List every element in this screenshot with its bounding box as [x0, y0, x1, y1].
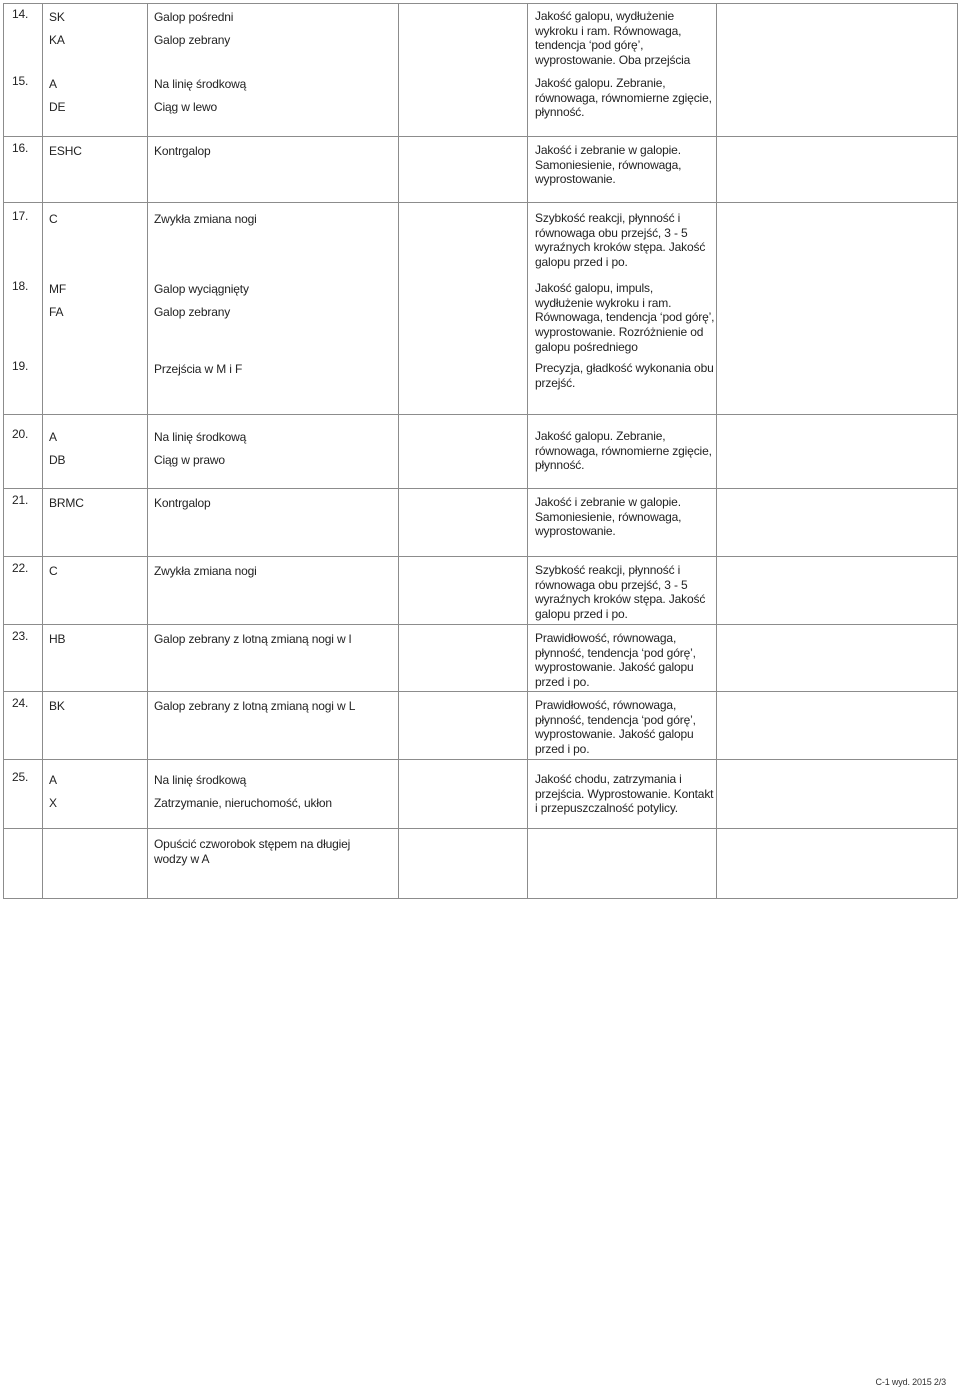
arena-letters: A	[49, 77, 57, 91]
arena-letters: BRMC	[49, 496, 84, 510]
movement-description: Przejścia w M i F	[154, 362, 243, 376]
judging-criteria-line: Prawidłowość, równowaga,	[535, 631, 677, 645]
exercise-number: 16.	[12, 141, 29, 155]
exercise-number: 15.	[12, 74, 29, 88]
arena-letters: A	[49, 430, 57, 444]
judging-criteria-line: galopu przed i po.	[535, 255, 628, 270]
judging-criteria-line: Precyzja, gładkość wykonania obu	[535, 361, 714, 375]
judging-criteria-line: wykroku i ram. Równowaga,	[535, 23, 682, 38]
judging-criteria-line: i przepuszczalność potylicy.	[535, 801, 678, 816]
exercise-number: 20.	[12, 427, 29, 441]
movement-description: Na linię środkową	[154, 77, 247, 91]
arena-letters: FA	[49, 305, 64, 319]
judging-criteria-line: płynność, tendencja ‘pod górę’,	[535, 645, 696, 660]
arena-letters: HB	[49, 632, 66, 646]
exercise-number: 17.	[12, 209, 29, 223]
judging-criteria-line: równowaga obu przejść, 3 - 5	[535, 225, 688, 240]
exercise-number: 18.	[12, 279, 29, 293]
judging-criteria-line: tendencja ‘pod górę’,	[535, 38, 644, 53]
movement-description: Galop wyciągnięty	[154, 282, 249, 296]
movement-description: Ciąg w prawo	[154, 453, 225, 467]
arena-letters: MF	[49, 282, 67, 296]
judging-criteria-line: Jakość i zebranie w galopie.	[535, 495, 681, 509]
exercise-number: 23.	[12, 629, 29, 643]
judging-criteria-line: wyprostowanie. Jakość galopu	[535, 660, 694, 675]
judging-criteria-line: przed i po.	[535, 742, 590, 757]
judging-criteria-line: równowaga, równomierne zgięcie,	[535, 443, 712, 458]
arena-letters: SK	[49, 10, 65, 24]
arena-letters: DB	[49, 453, 66, 467]
judging-criteria-line: przejść.	[535, 375, 576, 390]
judging-criteria-line: wyprostowanie. Rozróżnienie od	[535, 325, 704, 340]
exercise-number: 24.	[12, 696, 29, 710]
movement-description: Zwykła zmiana nogi	[154, 212, 257, 226]
exercise-number: 25.	[12, 770, 29, 784]
arena-letters: DE	[49, 100, 66, 114]
arena-letters: A	[49, 773, 57, 787]
judging-criteria-line: Jakość galopu, impuls,	[535, 281, 654, 295]
movement-description: Galop zebrany	[154, 305, 231, 319]
judging-criteria-line: płynność, tendencja ‘pod górę’,	[535, 712, 696, 727]
arena-letters: ESHC	[49, 144, 82, 158]
movement-description: Kontrgalop	[154, 144, 211, 158]
arena-letters: BK	[49, 699, 65, 713]
judging-criteria-line: równowaga, równomierne zgięcie,	[535, 90, 712, 105]
judging-criteria-line: płynność.	[535, 458, 585, 473]
judging-criteria-line: Jakość galopu. Zebranie,	[535, 429, 666, 443]
arena-letters: X	[49, 796, 57, 810]
judging-criteria-line: Jakość chodu, zatrzymania i	[535, 772, 682, 786]
exercise-number: 14.	[12, 7, 29, 21]
judging-criteria-line: galopu pośredniego	[535, 339, 638, 354]
judging-criteria-line: przejścia. Wyprostowanie. Kontakt	[535, 786, 714, 801]
movement-description: Na linię środkową	[154, 773, 247, 787]
movement-description: Galop zebrany z lotną zmianą nogi w L	[154, 699, 356, 713]
movement-description: Zwykła zmiana nogi	[154, 564, 257, 578]
exercise-number: 21.	[12, 493, 29, 507]
movement-description: Zatrzymanie, nieruchomość, ukłon	[154, 796, 332, 810]
judging-criteria-line: płynność.	[535, 105, 585, 120]
final-instruction: Opuścić czworobok stępem na długiej wodzy w A	[154, 837, 351, 866]
arena-letters: C	[49, 212, 58, 226]
judging-criteria-line: Równowaga, tendencja ‘pod górę’,	[535, 310, 715, 325]
judging-criteria-line: równowaga obu przejść, 3 - 5	[535, 577, 688, 592]
judging-criteria-line: wyraźnych kroków stępa. Jakość	[535, 240, 706, 255]
movement-description: Na linię środkową	[154, 430, 247, 444]
judging-criteria-line: wyprostowanie.	[535, 524, 616, 539]
judging-criteria-line: galopu przed i po.	[535, 607, 628, 622]
judging-criteria-line: Samoniesienie, równowaga,	[535, 509, 682, 524]
judging-criteria-line: Jakość galopu. Zebranie,	[535, 76, 666, 90]
judging-criteria-line: wyraźnych kroków stępa. Jakość	[535, 592, 706, 607]
movement-description: Galop pośredni	[154, 10, 234, 24]
exercise-number: 19.	[12, 359, 29, 373]
judging-criteria-line: Szybkość reakcji, płynność i	[535, 563, 681, 577]
judging-criteria-line: Szybkość reakcji, płynność i	[535, 211, 681, 225]
arena-letters: C	[49, 564, 58, 578]
movement-description: Kontrgalop	[154, 496, 211, 510]
arena-letters: KA	[49, 33, 65, 47]
judging-criteria-line: Jakość i zebranie w galopie.	[535, 143, 681, 157]
exercise-number: 22.	[12, 561, 29, 575]
judging-criteria-line: Samoniesienie, równowaga,	[535, 157, 682, 172]
movement-description: Ciąg w lewo	[154, 100, 218, 114]
judging-criteria-line: wydłużenie wykroku i ram.	[535, 295, 672, 310]
judging-criteria-line: wyprostowanie. Jakość galopu	[535, 727, 694, 742]
page-footer: C-1 wyd. 2015 2/3	[875, 1377, 946, 1387]
judging-criteria-line: wyprostowanie.	[535, 172, 616, 187]
judging-criteria-line: wyprostowanie. Oba przejścia	[535, 53, 691, 68]
movement-description: Galop zebrany	[154, 33, 231, 47]
judging-criteria-line: Prawidłowość, równowaga,	[535, 698, 677, 712]
movement-description: Galop zebrany z lotną zmianą nogi w l	[154, 632, 352, 646]
judging-criteria-line: Jakość galopu, wydłużenie	[535, 9, 675, 23]
judging-criteria-line: przed i po.	[535, 675, 590, 690]
